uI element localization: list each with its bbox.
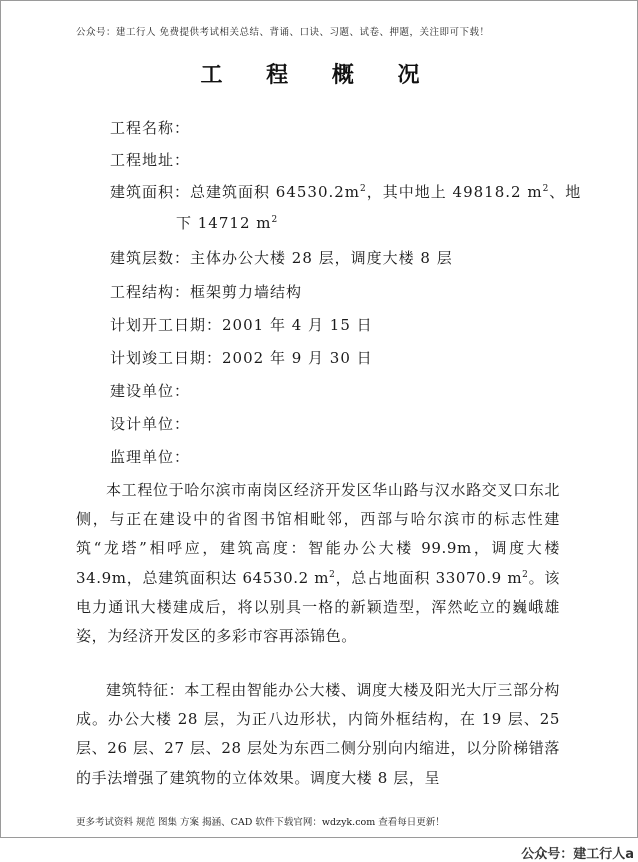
paragraph-location (76, 476, 560, 651)
field-supervisor: 监理单位： (110, 448, 191, 466)
area-text-d: 下 14712 m (176, 214, 272, 232)
sup-2: 2 (329, 569, 336, 580)
field-start-date: 计划开工日期：2001 年 4 月 15 日 (110, 316, 373, 334)
header-note: 公众号：建工行人 免费提供考试相关总结、背诵、口诀、习题、试卷、押题，关注即可下载！ (76, 27, 490, 38)
document-title: 工 程 概 况 (200, 62, 438, 88)
sup-2: 2 (271, 215, 279, 225)
footer-note: 更多考试资料 规范 图集 方案 揭涵、CAD 软件下载官网：wdzyk.com 查看每日更新！ (76, 817, 445, 828)
field-structure: 工程结构：框架剪力墙结构 (110, 283, 303, 301)
field-project-name: 工程名称： (110, 119, 191, 137)
p1-text-b: ，总占地面积 33070.9 m (335, 568, 523, 587)
paragraph-features: 建筑特征：本工程由智能办公大楼、调度大楼及阳光大厅三部分构成。办公大楼 28 层，为正八边形状，内筒外框结构，在 19 层、25 层、26 层、27 层、28 层处为东西二侧分别向内缩进，以分阶梯错落的手法增强了建筑物的立体效果。调度大楼 8 层，呈 (76, 681, 560, 787)
area-text-b: ，其中地上 49818.2 m (366, 183, 543, 201)
field-building-area (110, 181, 581, 202)
sup-2: 2 (522, 569, 529, 580)
p1-text-c: 。该电力通讯大楼建成后，将以别具一格的新颖造型，浑然屹立的巍峨雄姿，为经济开发区的多彩市容再添锦色。 (76, 568, 560, 646)
field-builder: 建设单位： (110, 382, 191, 400)
area-text-c: 、地 (549, 183, 582, 201)
watermark: 公众号：建工行人a (521, 847, 634, 862)
p1-text-a: 本工程位于哈尔滨市南岗区经济开发区华山路与汉水路交叉口东北侧，与正在建设中的省图书馆相毗邻，西部与哈尔滨市的标志性建筑“龙塔”相呼应，建筑高度：智能办公大楼 99.9m，调度大楼 34.9m，总建筑面积达 64530.2 m (76, 481, 560, 587)
field-designer: 设计单位： (110, 415, 191, 433)
area-text-a: 建筑面积：总建筑面积 64530.2m (110, 183, 361, 201)
sup-2: 2 (542, 184, 550, 194)
field-building-area-cont (176, 212, 278, 233)
field-finish-date: 计划竣工日期：2002 年 9 月 30 日 (110, 349, 373, 367)
field-project-address: 工程地址： (110, 151, 191, 169)
field-floors: 建筑层数：主体办公大楼 28 层，调度大楼 8 层 (110, 249, 453, 267)
sup-2: 2 (360, 184, 367, 194)
